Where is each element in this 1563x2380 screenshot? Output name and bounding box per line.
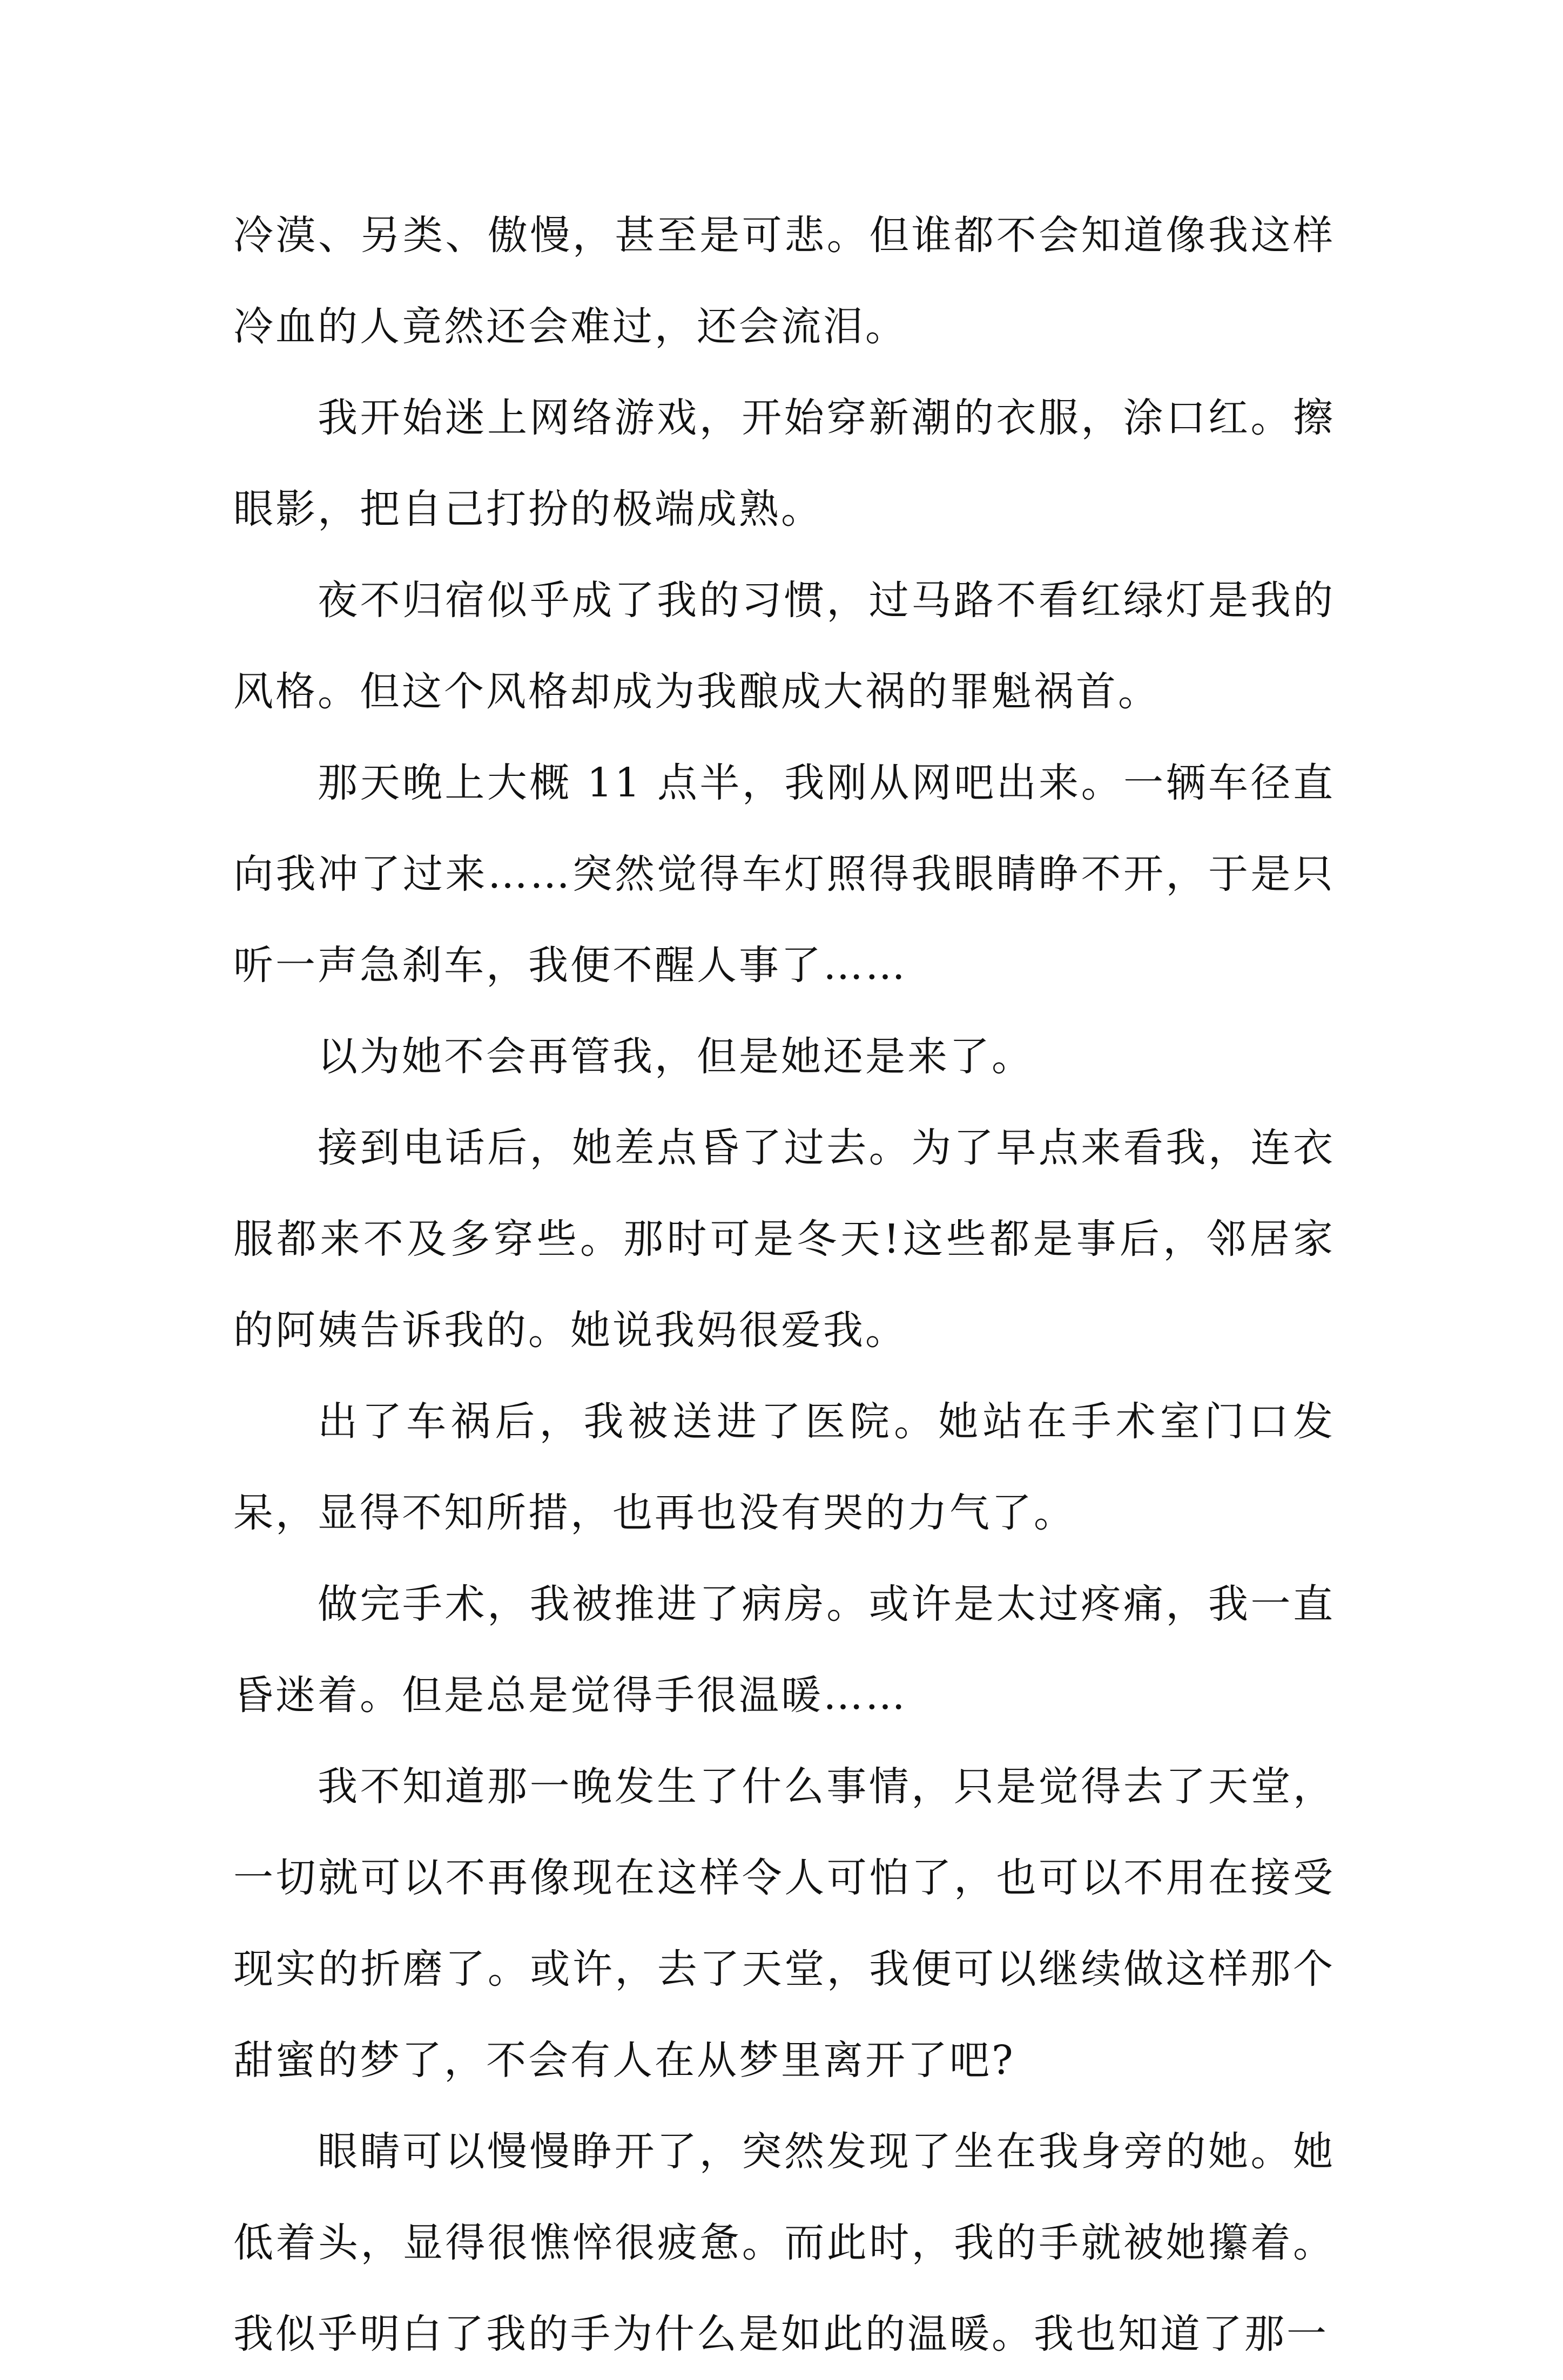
body-text: [233, 190, 1335, 2380]
paragraph-9: 我不知道那一晚发生了什么事情，只是觉得去了天堂，一切就可以不再像现在这样令人可怕了，也可以不用在接受现实的折磨了。或许，去了天堂，我便可以继续做这样那个甜蜜的梦了，不会有人在从梦里离开了吧?: [233, 1763, 1335, 2084]
paragraph-2: 我开始迷上网络游戏，开始穿新潮的衣服，涂口红。擦眼影，把自己打扮的极端成熟。: [233, 395, 1335, 532]
paragraph-6: 接到电话后，她差点昏了过去。为了早点来看我，连衣服都来不及多穿些。那时可是冬天!这些都是事后，邻居家的阿姨告诉我的。她说我妈很爱我。: [233, 1125, 1335, 1354]
paragraph-10: 眼睛可以慢慢睁开了，突然发现了坐在我身旁的她。她低着头，显得很憔悴很疲惫。而此时，我的手就被她攥着。我似乎明白了我的手为什么是如此的温暖。我也知道了那一: [233, 2128, 1335, 2357]
paragraph-1: 冷漠、另类、傲慢，甚至是可悲。但谁都不会知道像我这样冷血的人竟然还会难过，还会流泪。: [233, 212, 1335, 350]
paragraph-8: 做完手术，我被推进了病房。或许是太过疼痛，我一直昏迷着。但是总是觉得手很温暖……: [233, 1581, 1335, 1719]
paragraph-4: 那天晚上大概 11 点半，我刚从网吧出来。一辆车径直向我冲了过来……突然觉得车灯照得我眼睛睁不开，于是只听一声急刹车，我便不醒人事了……: [233, 760, 1335, 989]
paragraph-3: 夜不归宿似乎成了我的习惯，过马路不看红绿灯是我的风格。但这个风格却成为我酿成大祸的罪魁祸首。: [233, 577, 1335, 715]
paragraph-5: 以为她不会再管我，但是她还是来了。: [318, 1033, 1034, 1080]
paragraph-7: 出了车祸后，我被送进了医院。她站在手术室门口发呆，显得不知所措，也再也没有哭的力气了。: [233, 1398, 1335, 1536]
